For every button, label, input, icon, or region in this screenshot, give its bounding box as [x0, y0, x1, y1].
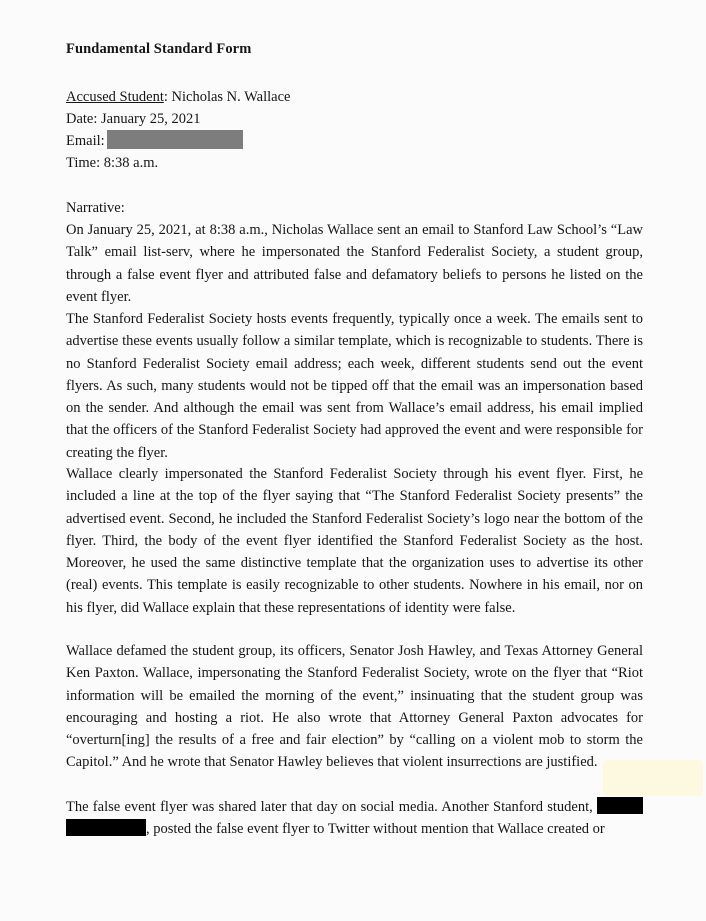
paragraph-5-start: The false event flyer was shared later that day on social media. Another Stanford student,: [66, 799, 593, 815]
highlight-mark: [603, 760, 703, 796]
paragraph-5-end: , posted the false event flyer to Twitter without mention that Wallace created or: [146, 821, 605, 838]
email-redaction: [107, 130, 243, 149]
form-fields: [66, 86, 626, 174]
accused-student-value: : Nicholas N. Wallace: [163, 89, 291, 105]
narrative-paragraph-1: On January 25, 2021, at 8:38 a.m., Nicholas Wallace sent an email to Stanford Law School’s “Law Talk” email list-serv, where he impersonated the Stanford Federalist Society, a student group, through a false event flyer and attributed false and defamatory beliefs to persons he listed on the event flyer.: [66, 222, 643, 305]
email-label: Email:: [66, 133, 105, 149]
narrative-paragraph-2: The Stanford Federalist Society hosts events frequently, typically once a week. The emails sent to advertise these events usually follow a similar template, which is recognizable to students. There is no Stanford Federalist Society email address; each week, different students send out the event flyers. As such, many students would not be tipped off that the email was an impersonation based on the sender. And although the email was sent from Wallace’s email address, his email implied that the officers of the Stanford Federalist Society had approved the event and were responsible for creating the flyer.: [66, 311, 643, 461]
time-row: Time: 8:38 a.m.: [66, 155, 159, 171]
email-row: [66, 130, 626, 152]
narrative-paragraph-3: Wallace clearly impersonated the Stanford Federalist Society through his event flyer. First, he included a line at the top of the flyer saying that “The Stanford Federalist Society presents” the advertised event. Second, he included the Stanford Federalist Society’s logo near the bottom of the flyer. Third, the body of the event flyer identified the Stanford Federalist Society as the host. Moreover, he used the same distinctive template that the organization uses to advertise its other (real) events. This template is easily recognizable to other students. Nowhere in his email, nor on his flyer, did Wallace explain that these representations of identity were false.: [66, 466, 643, 616]
narrative-paragraph-5: [66, 796, 643, 841]
accused-student-row: [66, 86, 626, 108]
student-name-redaction: [597, 797, 643, 814]
date-row: Date: January 25, 2021: [66, 111, 201, 127]
form-title: Fundamental Standard Form: [66, 41, 252, 57]
narrative-label: Narrative:: [66, 200, 125, 216]
accused-student-label: Accused Student: [66, 89, 164, 105]
student-name-redaction-continued: [66, 819, 146, 836]
narrative-paragraph-4: Wallace defamed the student group, its officers, Senator Josh Hawley, and Texas Attorney General Ken Paxton. Wallace, impersonating the Stanford Federalist Society, wrote on the flyer that “Riot information will be emailed the morning of the event,” insinuating that the student group was encouraging and hosting a riot. He also wrote that Attorney General Paxton advocates for “overturn[ing] the results of a free and fair election” by “calling on a violent mob to storm the Capitol.” And he wrote that Senator Hawley believes that violent insurrections are justified.: [66, 643, 643, 771]
